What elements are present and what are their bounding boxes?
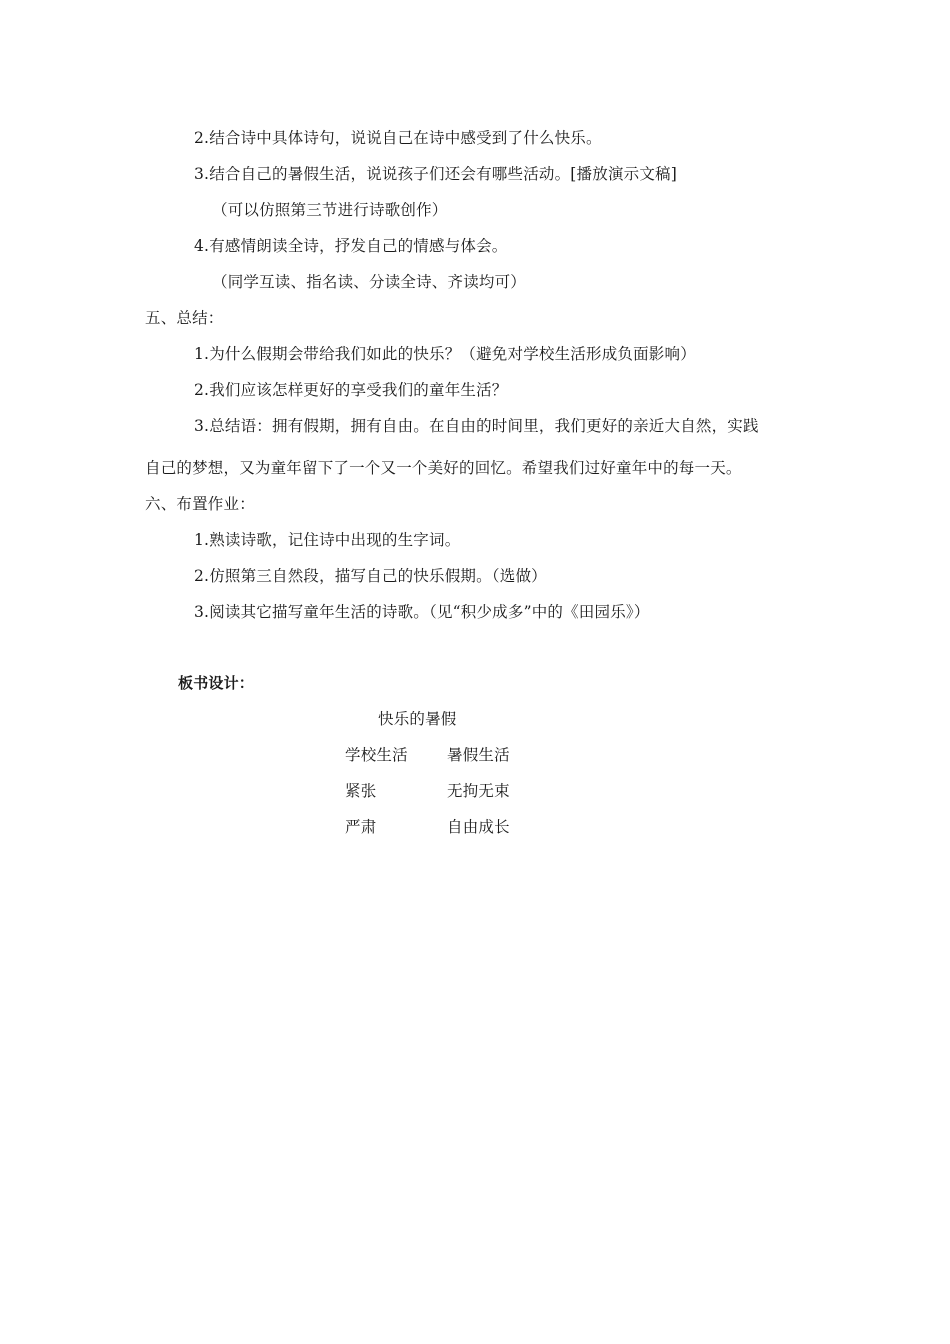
- board-row-1-right: 暑假生活: [447, 746, 510, 764]
- section6-item-3: 3.阅读其它描写童年生活的诗歌。（见“积少成多”中的《田园乐》）: [194, 603, 650, 621]
- section6-item-1: 1.熟读诗歌，记住诗中出现的生字词。: [194, 531, 461, 549]
- board-row-3-left: 严肃: [345, 818, 377, 836]
- section4-item-4: 4.有感情朗读全诗，抒发自己的情感与体会。: [194, 237, 508, 255]
- board-row-2-left: 紧张: [345, 782, 377, 800]
- section5-item-2: 2.我们应该怎样更好的享受我们的童年生活？: [194, 381, 508, 399]
- section5-item-1: 1.为什么假期会带给我们如此的快乐？（避免对学校生活形成负面影响）: [194, 345, 696, 363]
- board-title: 快乐的暑假: [378, 710, 457, 728]
- section4-note-1: （可以仿照第三节进行诗歌创作）: [212, 201, 448, 219]
- section6-item-2: 2.仿照第三自然段，描写自己的快乐假期。（选做）: [194, 567, 547, 585]
- section4-item-3: 3.结合自己的暑假生活，说说孩子们还会有哪些活动。[播放演示文稿]: [194, 165, 677, 183]
- section4-item-2: 2.结合诗中具体诗句，说说自己在诗中感受到了什么快乐。: [194, 129, 602, 147]
- board-row-3-right: 自由成长: [447, 818, 510, 836]
- board-row-1-left: 学校生活: [345, 746, 408, 764]
- section5-heading: 五、总结：: [145, 309, 224, 327]
- section5-item-3-cont: 自己的梦想，又为童年留下了一个又一个美好的回忆。希望我们过好童年中的每一天。: [145, 459, 742, 477]
- board-heading: 板书设计：: [178, 674, 255, 692]
- section4-note-2: （同学互读、指名读、分读全诗、齐读均可）: [212, 273, 527, 291]
- section6-heading: 六、布置作业：: [145, 495, 255, 513]
- board-row-2-right: 无拘无束: [447, 782, 510, 800]
- section5-item-3: 3.总结语：拥有假期，拥有自由。在自由的时间里，我们更好的亲近大自然，实践: [194, 417, 759, 435]
